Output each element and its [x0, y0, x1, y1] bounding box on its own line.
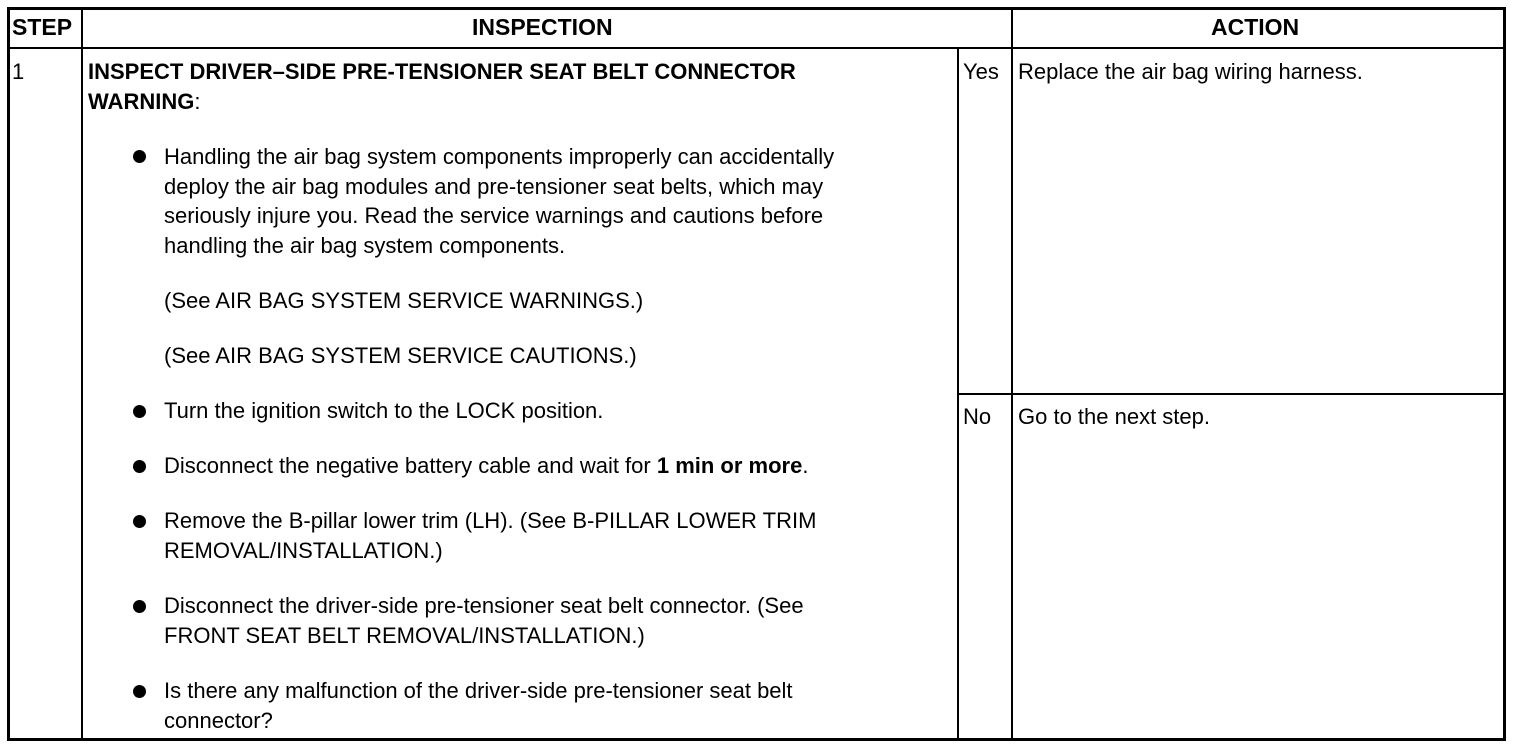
answer-yes: Yes: [963, 59, 999, 84]
question-line-2: connector?: [164, 708, 273, 733]
battery-step: [164, 451, 808, 481]
caution-reference-link[interactable]: (See AIR BAG SYSTEM SERVICE CAUTIONS.): [164, 343, 637, 368]
bullet-icon: [133, 685, 146, 698]
inspection-title: INSPECT DRIVER–SIDE PRE-TENSIONER SEAT BELT CONNECTOR: [88, 59, 796, 84]
connector-step-line-1: Disconnect the driver-side pre-tensioner seat belt connector. (See: [164, 593, 804, 618]
trim-step-line-2: REMOVAL/INSTALLATION.): [164, 538, 443, 563]
header-step: STEP: [12, 14, 73, 40]
bullet-icon: [133, 405, 146, 418]
bullet-icon: [133, 460, 146, 473]
warning-label: [88, 87, 200, 117]
warning-label-bold: WARNING: [88, 89, 195, 114]
warning-line-2: deploy the air bag modules and pre-tensioner seat belts, which may: [164, 174, 824, 199]
yes-no-divider: [958, 393, 1506, 395]
header-action: ACTION: [1211, 14, 1300, 40]
warning-line-3: seriously injure you. Read the service warnings and cautions before: [164, 203, 824, 228]
battery-wait-time: 1 min or more: [656, 453, 803, 478]
action-yes: Replace the air bag wiring harness.: [1018, 59, 1363, 84]
battery-step-period: .: [802, 453, 809, 478]
bullet-icon: [133, 515, 146, 528]
battery-step-text: Disconnect the negative battery cable and wait for: [164, 453, 657, 478]
warning-line-4: handling the air bag system components.: [164, 233, 566, 258]
answer-no: No: [963, 404, 992, 429]
warning-label-colon: :: [194, 89, 201, 114]
bullet-icon: [133, 600, 146, 613]
action-column-divider: [1011, 7, 1013, 741]
question-line-1: Is there any malfunction of the driver-side pre-tensioner seat belt: [164, 678, 793, 703]
warning-reference-link[interactable]: (See AIR BAG SYSTEM SERVICE WARNINGS.): [164, 288, 644, 313]
trim-step-line-1: Remove the B-pillar lower trim (LH). (See B-PILLAR LOWER TRIM: [164, 508, 817, 533]
header-inspection: INSPECTION: [472, 14, 613, 40]
action-no: Go to the next step.: [1018, 404, 1211, 429]
step-column-divider: [81, 7, 83, 741]
bullet-icon: [133, 150, 146, 163]
ignition-step: Turn the ignition switch to the LOCK position.: [164, 398, 604, 423]
header-divider: [7, 47, 1506, 49]
connector-step-line-2: FRONT SEAT BELT REMOVAL/INSTALLATION.): [164, 623, 645, 648]
step-number: 1: [12, 59, 25, 84]
warning-line-1: Handling the air bag system components improperly can accidentally: [164, 144, 835, 169]
